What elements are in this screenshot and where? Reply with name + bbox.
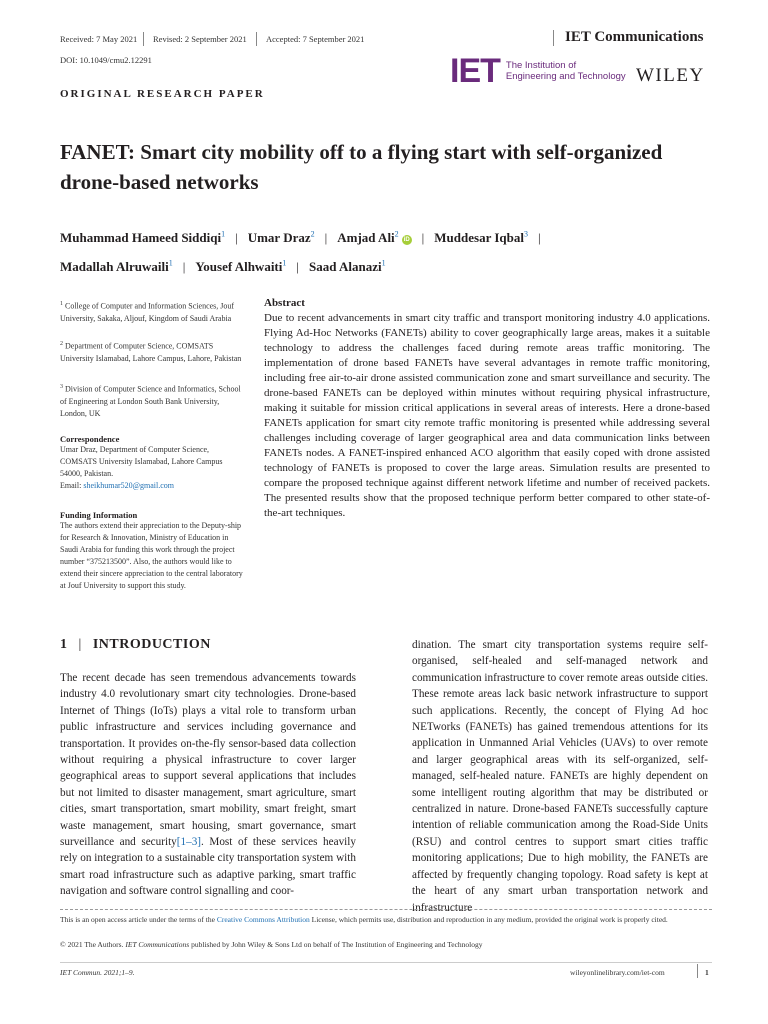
email-link[interactable]: sheikhumar520@gmail.com [83, 481, 175, 490]
doi[interactable]: DOI: 10.1049/cmu2.12291 [60, 55, 152, 65]
affiliation: $^1$ College of Computer and Information Sciences, Jouf University, Sakaka, Aljouf, Kingdom of Saudi Arabia [60, 301, 235, 323]
author[interactable]: Umar Draz$^2$ [247, 230, 315, 246]
orcid-icon[interactable]: iD [403, 237, 410, 244]
copyright-notice: © 2021 The Authors. IET Communications published by John Wiley & Sons Ltd on behalf of The Institution of Engineering and Technology [60, 940, 483, 949]
author[interactable]: Madallah Alruwaili$^1$ [60, 258, 173, 274]
section-heading: 1 | INTRODUCTION [60, 637, 211, 652]
page-footer-rule [60, 962, 712, 963]
author[interactable]: Saad Alanazi$^1$ [308, 258, 386, 274]
author[interactable]: Muddesar Iqbal$^3$ [434, 230, 528, 246]
funding-text: The authors extend their appreciation to the Deputy-ship for Research & Innovation, Ministry of Education in Saudi Arabia for funding this work through the project number “375213500”. Also, the authors would like to extend their sincere appreciation to the central laboratory at Jouf University to support this study. [60, 521, 243, 590]
journal-url[interactable]: wileyonlinelibrary.com/iet-com [570, 968, 665, 977]
license-notice: This is an open access article under the terms of the Creative Commons Attribution License, which permits use, distribution and reproduction in any medium, provided the original work is properly cited. [60, 915, 668, 924]
affiliation: $^2$ Department of Computer Science, COMSATS University Islamabad, Lahore Campus, Lahore, Pakistan [60, 341, 242, 363]
article-type: ORIGINAL RESEARCH PAPER [60, 88, 265, 100]
correspondence-text: Umar Draz, Department of Computer Science, COMSATS University Islamabad, Lahore Campus 54000, Pakistan. [60, 445, 223, 478]
abstract-heading: Abstract [264, 297, 305, 309]
correspondence-block [60, 434, 245, 492]
license-link[interactable]: Creative Commons Attribution [216, 915, 310, 924]
iet-name [506, 60, 626, 82]
received-date: Received: 7 May 2021 [60, 34, 138, 44]
author[interactable]: Muhammad Hameed Siddiqi$^1$ [60, 230, 226, 246]
correspondence-email: Email: sheikhumar520@gmail.com [60, 481, 175, 490]
accepted-date: Accepted: 7 September 2021 [266, 34, 365, 44]
funding-heading: Funding Information [60, 510, 138, 520]
header-divider [553, 30, 554, 46]
header-divider [256, 32, 257, 46]
author[interactable]: Yousef Alhwaiti$^1$ [195, 258, 287, 274]
citation-info: IET Commun. 2021;1–9. [60, 968, 135, 977]
revised-date: Revised: 2 September 2021 [153, 34, 247, 44]
intro-column-1: The recent decade has seen tremendous advancements towards industry 4.0 revolutionary smart city technologies. Drone-based Internet of Things (IoTs) plays a vital role to transform urban public infrastructure and services including governance and transportation. It provides on-the-fly sensor-based data collection without requiring a physical infrastructure to cover larger geographical areas to support several applications that includes but not limited to disaster management, smart agriculture, smart cities, smart transportation, smart mobility, smart freight, smart waste management, smart housing, smart governance, smart surveillance and security[1–3]. Most of these services heavily rely on integration to a sustainable city transportation system with smart road infrastructure such as adaptive parking, smart traffic navigation and software control signalling and coor- [60, 672, 356, 898]
section-number: 1 [60, 637, 68, 652]
footer-divider-vertical [697, 964, 698, 978]
iet-logo [450, 52, 626, 90]
iet-name-line1: The Institution of [505, 60, 577, 71]
author-list: Muhammad Hameed Siddiqi$^1$ | Umar Draz$^2$ | Amjad Ali$^2$iD | Muddesar Iqbal$^3$ | Madallah Alruwaili$^1$ | Yousef Alhwaiti$^1$ | Saad Alanazi$^1$ [60, 230, 541, 274]
author[interactable]: Amjad Ali$^2$iD [337, 230, 410, 246]
footer-divider [60, 909, 712, 910]
citation-link[interactable]: [1–3] [176, 836, 202, 849]
intro-column-2: dination. The smart city transportation systems require self-organised, self-healed and self-managed network and communication infrastructure to cover remote areas outside cities. These remote areas lack basic network infrastructure to support such applications. Recently, the concept of Flying Ad hoc NETworks (FANETs) has gained tremendous attentions for its application in Unmanned Arial Vehicles (UAVs) to over remote and larger geographical areas with its self-organized, self-managed, self-healed nature. FANETs are highly dependent on some intelligent routing algorithm that may be distributed or centralized in nature. Drone-based FANETs successfully capture intention of reliable communication among the Road-Side Units (RSU) and control centres to support smart cities traffic monitoring applications; Due to high mobility, the FANETs are affected by frequently changing topology. Road safety is kept at the heart of any smart urban transportation network and infrastructure [412, 639, 708, 914]
wiley-logo: WILEY [636, 65, 705, 86]
page-number: 1 [705, 968, 709, 977]
abstract-body: Due to recent advancements in smart city traffic and transport monitoring industry 4.0 applications. Flying Ad-Hoc Networks (FANETs) ability to cover geographically large areas, makes it a suitable technology to address the challenges faced during remote areas traffic monitoring. The implementation of drone based FANETs have several advantages in remote traffic monitoring, including free air-to-air drone assisted communication zone and smart surveillance and security. The drone-based FANETs can be deployed within minutes without requiring physical infrastructure, making it suitable for mission critical applications in several areas of interests. Here a drone-based FANETs application for smart city remote traffic monitoring is presented while addressing several challenges including coverage of larger geographical area and data communication links between FANETs nodes. A FANET-inspired enhanced ACO algorithm that easily coped with drone assisted technology of FANETs is proposed to cover the large areas. Simulation results are presented to compare the proposed technique against different network lifetime and number of received packets. The presented results show that the proposed technique perform better compared to other state-of-the-art techniques. [264, 312, 710, 519]
iet-name-line2: Engineering and Technology [505, 71, 626, 82]
iet-mark: IET [450, 52, 500, 90]
funding-block [60, 510, 245, 592]
affiliation: $^3$ Division of Computer Science and Informatics, School of Engineering at London South Bank University, London, UK [60, 384, 241, 418]
correspondence-heading: Correspondence [60, 434, 120, 444]
paper-title: FANET: Smart city mobility off to a flying start with self-organized drone-based networks [60, 140, 663, 194]
header-divider [143, 32, 144, 46]
journal-name: IET Communications [565, 29, 704, 45]
section-title: INTRODUCTION [92, 637, 211, 652]
